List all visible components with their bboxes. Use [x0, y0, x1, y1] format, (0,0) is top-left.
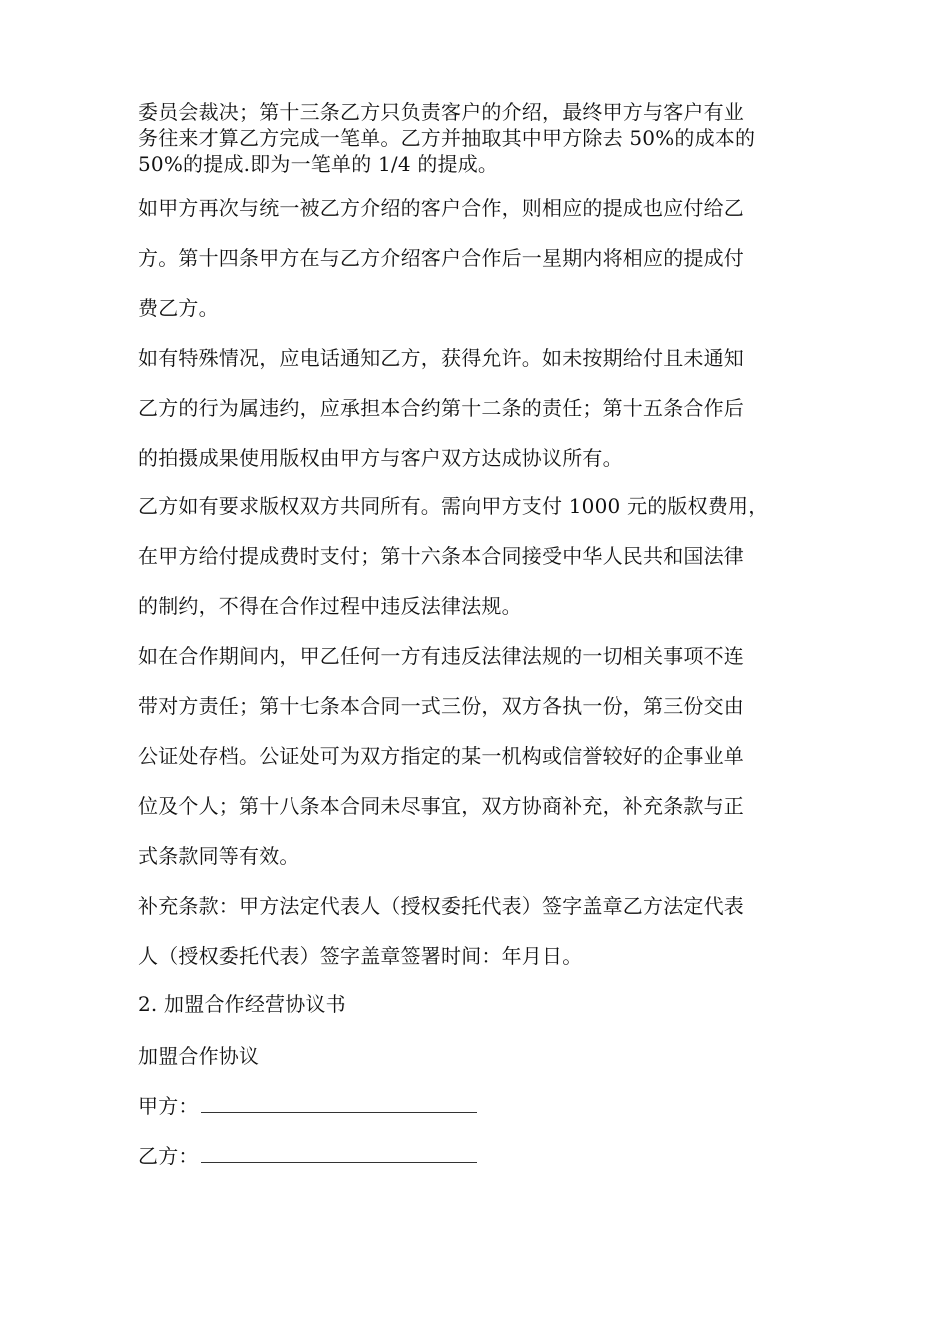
text-line: 如甲方再次与统一被乙方介绍的客户合作，则相应的提成也应付给乙	[138, 196, 744, 220]
text-line: 补充条款：甲方法定代表人（授权委托代表）签字盖章乙方法定代表	[138, 894, 744, 918]
party-b-row	[138, 1140, 477, 1169]
text-line: 费乙方。	[138, 296, 219, 320]
party-a-row	[138, 1090, 477, 1119]
text-line: 委员会裁决；第十三条乙方只负责客户的介绍，最终甲方与客户有业	[138, 100, 744, 124]
party-a-blank-field[interactable]	[201, 1094, 477, 1113]
party-a-label: 甲方：	[138, 1094, 199, 1118]
text-line: 带对方责任；第十七条本合同一式三份，双方各执一份，第三份交由	[138, 694, 744, 718]
text-line: 公证处存档。公证处可为双方指定的某一机构或信誉较好的企事业单	[138, 744, 744, 768]
text-line: 式条款同等有效。	[138, 844, 300, 868]
text-line: 方。第十四条甲方在与乙方介绍客户合作后一星期内将相应的提成付	[138, 246, 744, 270]
text-line: 在甲方给付提成费时支付；第十六条本合同接受中华人民共和国法律	[138, 544, 744, 568]
party-b-blank-field[interactable]	[201, 1144, 477, 1163]
agreement-title: 加盟合作协议	[138, 1044, 260, 1068]
text-line: 务往来才算乙方完成一笔单。乙方并抽取其中甲方除去 50%的成本的	[138, 126, 756, 150]
text-line: 的拍摄成果使用版权由甲方与客户双方达成协议所有。	[138, 446, 623, 470]
text-line: 乙方如有要求版权双方共同所有。需向甲方支付 1000 元的版权费用，	[138, 494, 769, 518]
text-line: 的制约，不得在合作过程中违反法律法规。	[138, 594, 522, 618]
text-line: 如有特殊情况，应电话通知乙方，获得允许。如未按期给付且未通知	[138, 346, 744, 370]
text-line: 50%的提成.即为一笔单的 1/4 的提成。	[138, 152, 499, 176]
text-line: 人（授权委托代表）签字盖章签署时间：年月日。	[138, 944, 583, 968]
text-line: 如在合作期间内，甲乙任何一方有违反法律法规的一切相关事项不连	[138, 644, 744, 668]
text-line: 位及个人；第十八条本合同未尽事宜，双方协商补充，补充条款与正	[138, 794, 744, 818]
party-b-label: 乙方：	[138, 1144, 199, 1168]
section-heading: 2. 加盟合作经营协议书	[138, 992, 346, 1016]
text-line: 乙方的行为属违约，应承担本合约第十二条的责任；第十五条合作后	[138, 396, 744, 420]
